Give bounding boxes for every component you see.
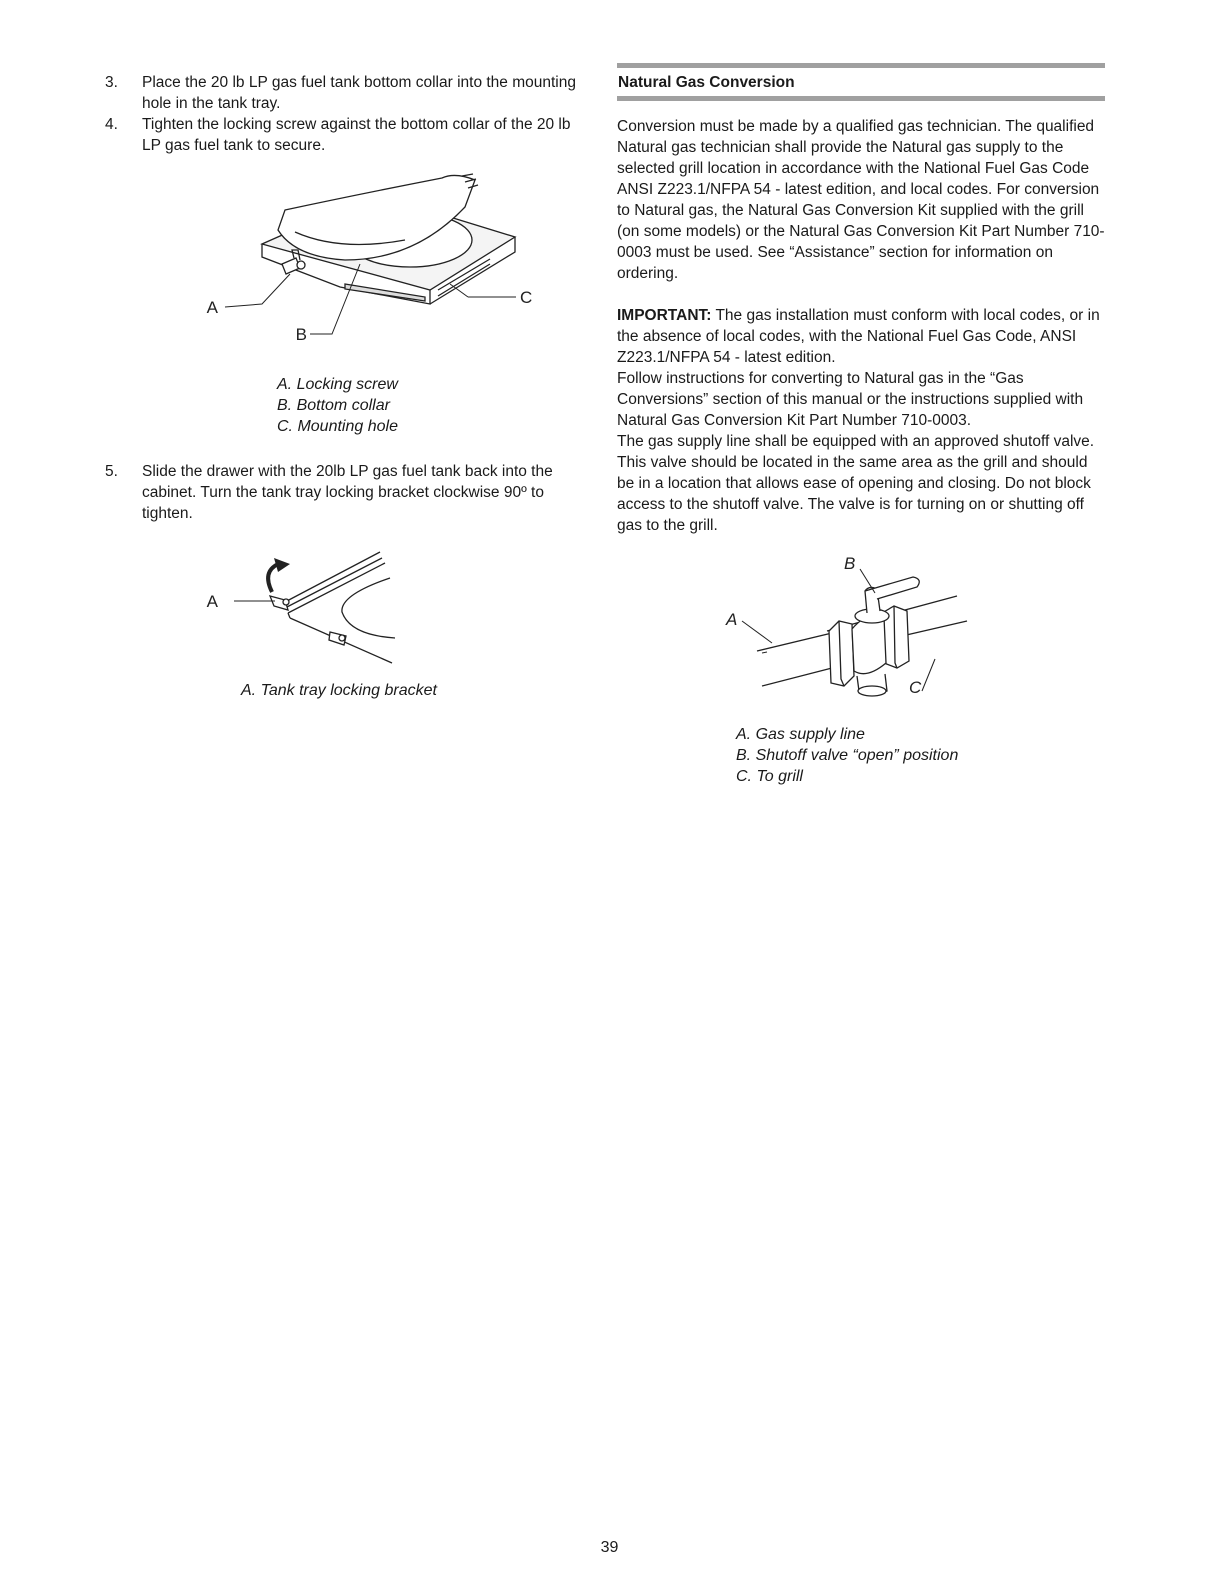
step-number: 4. bbox=[105, 116, 118, 133]
callout-b: B bbox=[844, 554, 856, 573]
caption-line: B. Bottom collar bbox=[277, 397, 390, 414]
step-3 bbox=[105, 72, 590, 114]
paragraph-follow-instructions: Follow instructions for converting to Natural gas in the “Gas Conversions” section of this manual or the instructions supplied with Natural Gas Conversion Kit Part Number 710-0003. bbox=[617, 370, 1084, 429]
step-text: Slide the drawer with the 20lb LP gas fuel tank back into the cabinet. Turn the tank tray locking bracket clockwise 90º to tighten. bbox=[142, 463, 553, 522]
caption-line: C. Mounting hole bbox=[277, 418, 398, 435]
figure-2-caption: A. Tank tray locking bracket bbox=[241, 682, 437, 699]
step-4 bbox=[105, 114, 590, 156]
callout-b: B bbox=[295, 325, 307, 344]
shutoff-valve-illustration bbox=[717, 551, 987, 701]
page-number: 39 bbox=[600, 1539, 619, 1556]
section-title: Natural Gas Conversion bbox=[617, 63, 1105, 101]
callout-a: A bbox=[206, 592, 218, 611]
step-text: Tighten the locking screw against the bottom collar of the 20 lb LP gas fuel tank to secure. bbox=[142, 116, 571, 154]
step-text: Place the 20 lb LP gas fuel tank bottom collar into the mounting hole in the tank tray. bbox=[142, 74, 576, 112]
left-column bbox=[105, 72, 590, 699]
paragraph-important bbox=[617, 305, 1105, 368]
tank-tray-illustration bbox=[200, 172, 533, 357]
important-text: The gas installation must conform with local codes, or in the absence of local codes, with the National Fuel Gas Code, ANSI Z223.1/NFPA 54 - latest edition. bbox=[617, 307, 1100, 366]
step-5 bbox=[105, 461, 590, 524]
figure-1-caption bbox=[277, 374, 398, 437]
paragraph-shutoff-valve: The gas supply line shall be equipped with an approved shutoff valve. This valve should be located in the same area as the grill and should be in a location that allows ease of opening and closing. Do not block access to the shutoff valve. The valve is for turning on or shutting off gas to the grill. bbox=[617, 433, 1095, 534]
callout-c: C bbox=[909, 678, 922, 697]
paragraph-conversion: Conversion must be made by a qualified gas technician. The qualified Natural gas technician shall provide the Natural gas supply to the selected grill location in accordance with the National Fuel Gas Code ANSI Z223.1/NFPA 54 - latest edition, and local codes. For conversion to Natural gas, the Natural Gas Conversion Kit supplied with the grill (on some models) or the Natural Gas Conversion Kit Part Number 710-0003 must be used. See “Assistance” section for information on ordering. bbox=[617, 118, 1105, 282]
caption-line: C. To grill bbox=[736, 768, 803, 785]
caption-line: B. Shutoff valve “open” position bbox=[736, 747, 959, 764]
callout-c: C bbox=[520, 288, 533, 307]
right-column bbox=[617, 63, 1105, 785]
callout-a: A bbox=[206, 298, 218, 317]
caption-line: A. Gas supply line bbox=[736, 726, 865, 743]
step-number: 3. bbox=[105, 74, 118, 91]
important-label: IMPORTANT: bbox=[617, 307, 712, 324]
callout-a: A bbox=[726, 610, 738, 629]
locking-bracket-illustration bbox=[190, 550, 490, 675]
figure-3-caption bbox=[736, 724, 958, 787]
step-number: 5. bbox=[105, 463, 118, 480]
caption-line: A. Locking screw bbox=[277, 376, 398, 393]
